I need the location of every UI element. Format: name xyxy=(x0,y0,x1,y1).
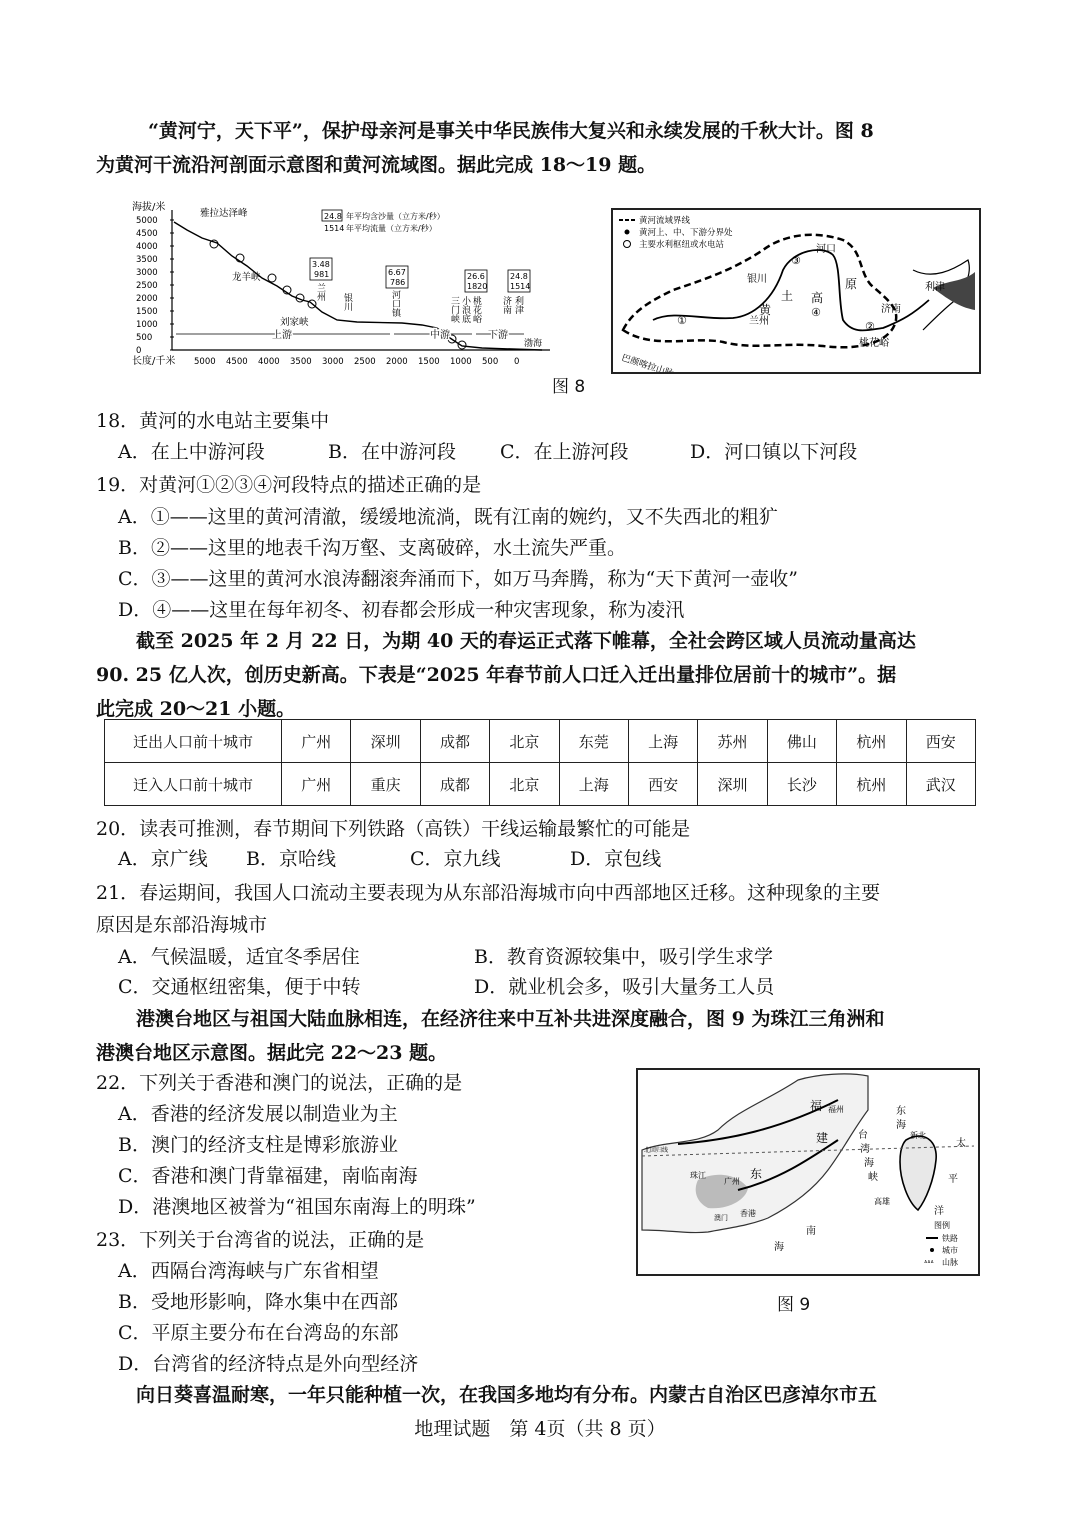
out-city: 上海 xyxy=(628,720,697,763)
in-city: 长沙 xyxy=(767,763,836,806)
in-city: 上海 xyxy=(559,763,628,806)
label-jian: 建 xyxy=(816,1131,829,1145)
label-dong: 东 xyxy=(750,1167,763,1181)
y-tick-label: 4000 xyxy=(136,242,158,252)
page-footer: 地理试题 第 4页（共 8 页） xyxy=(414,1418,666,1440)
q21-stem-line-1: 21．春运期间，我国人口流动主要表现为从东部沿海城市向中西部地区迁移。这种现象的主要 xyxy=(96,882,881,904)
label-lijin: 利津 xyxy=(513,296,523,314)
in-city: 广州 xyxy=(282,763,351,806)
map-label-yuan: 原 xyxy=(845,277,858,291)
label-guangzhou: 广州 xyxy=(724,1177,740,1186)
q19-option-a[interactable]: A．①——这里的黄河清澈，缓缓地流淌，既有江南的婉约，又不失西北的粗犷 xyxy=(118,506,778,528)
y-tick-label: 0 xyxy=(136,346,142,356)
station-star xyxy=(268,274,276,282)
y-tick-label: 1500 xyxy=(136,307,158,317)
prd-taiwan-map xyxy=(636,1068,980,1276)
prd-map-svg xyxy=(638,1070,978,1274)
y-tick-label: 2500 xyxy=(136,281,158,291)
migration-table xyxy=(104,719,976,806)
map-circle-1: ① xyxy=(677,314,687,327)
in-city: 杭州 xyxy=(837,763,906,806)
map-circle-3: ③ xyxy=(791,254,801,267)
lanzhou-sand: 3.48 xyxy=(312,260,330,269)
x-axis-label: 长度/千米 xyxy=(132,356,176,367)
x-tick-label: 0 xyxy=(514,357,520,367)
out-city: 西安 xyxy=(906,720,975,763)
q22-option-d[interactable]: D．港澳地区被誉为“祖国东南海上的明珠” xyxy=(118,1196,476,1218)
basin-map-svg xyxy=(613,210,979,372)
lanzhou-flow: 981 xyxy=(314,270,330,279)
taohuayu-sand: 26.6 xyxy=(467,272,485,281)
label-yinchuan: 银川 xyxy=(342,293,352,311)
station-star xyxy=(458,341,466,349)
y-tick-label: 2000 xyxy=(136,294,158,304)
legend-text-flow: 年平均流量（立方米/秒） xyxy=(346,224,437,233)
map-label-lanzhou: 兰州 xyxy=(749,316,769,327)
figure-8-caption: 图 8 xyxy=(552,377,586,397)
x-tick-label: 5000 xyxy=(194,357,216,367)
label-south-2: 海 xyxy=(774,1242,784,1253)
label-bohai: 渤海 xyxy=(524,339,543,349)
q21-option-c[interactable]: C．交通枢纽密集，便于中转 xyxy=(118,976,361,998)
intro-2-line-1: 截至 2025 年 2 月 22 日，为期 40 天的春运正式落下帷幕，全社会跨区域人员流动量高达 xyxy=(136,630,916,652)
in-row xyxy=(105,763,976,806)
legend-station: 主要水利枢纽或水电站 xyxy=(639,240,725,250)
label-pacific-3: 洋 xyxy=(934,1206,944,1217)
label-south-1: 南 xyxy=(806,1226,816,1237)
x-tick-label: 2000 xyxy=(386,357,408,367)
label-strait-1: 台 xyxy=(858,1130,868,1141)
legend-city: 城市 xyxy=(942,1246,958,1255)
q23-option-a[interactable]: A．西隔台湾海峡与广东省相望 xyxy=(118,1260,379,1282)
label-hekou: 河口镇 xyxy=(390,290,400,317)
map-label-jinan: 济南 xyxy=(881,304,901,315)
map-circle-4: ④ xyxy=(811,306,821,319)
yellow-river-basin-map xyxy=(611,208,981,374)
figure-9-caption: 图 9 xyxy=(777,1295,811,1315)
y-tick-label: 3000 xyxy=(136,268,158,278)
x-tick-label: 4000 xyxy=(258,357,280,367)
q23-option-b[interactable]: B．受地形影响，降水集中在西部 xyxy=(118,1291,398,1313)
map-label-huang: 黄 xyxy=(759,303,772,317)
label-liujia: 刘家峡 xyxy=(280,317,309,328)
intro-3-line-1: 港澳台地区与祖国大陆血脉相连，在经济往来中互补共进深度融合，图 9 为珠江三角洲和 xyxy=(136,1008,885,1030)
q22-option-b[interactable]: B．澳门的经济支柱是博彩旅游业 xyxy=(118,1134,398,1156)
legend-city-swatch xyxy=(930,1248,934,1252)
q23-option-c[interactable]: C．平原主要分布在台湾岛的东部 xyxy=(118,1322,399,1344)
q20-option-c[interactable]: C．京九线 xyxy=(410,848,501,870)
label-strait-4: 峡 xyxy=(868,1172,878,1183)
intro-1-line-1: “黄河宁，天下平”，保护母亲河是事关中华民族伟大复兴和永续发展的千秋大计。图 8 xyxy=(148,120,874,142)
label-donghai-1: 东 xyxy=(896,1106,906,1117)
q23-option-d[interactable]: D．台湾省的经济特点是外向型经济 xyxy=(118,1353,419,1375)
label-tropic: 北回归线 xyxy=(644,1147,669,1154)
x-tick-label: 2500 xyxy=(354,357,376,367)
out-city: 苏州 xyxy=(698,720,767,763)
out-row xyxy=(105,720,976,763)
yellow-river-profile-figure xyxy=(132,198,557,370)
q20-stem: 20．读表可推测，春节期间下列铁路（高铁）干线运输最繁忙的可能是 xyxy=(96,818,691,840)
q19-option-b[interactable]: B．②——这里的地表千沟万壑、支离破碎，水土流失严重。 xyxy=(118,537,626,559)
in-city: 北京 xyxy=(490,763,559,806)
legend-station-swatch xyxy=(624,241,631,248)
label-zhujiang: 珠江 xyxy=(690,1171,706,1180)
label-fuzhou: 福州 xyxy=(828,1105,844,1114)
out-city: 广州 xyxy=(282,720,351,763)
in-city: 重庆 xyxy=(351,763,420,806)
q21-stem-line-2: 原因是东部沿海城市 xyxy=(96,914,268,936)
in-city: 西安 xyxy=(628,763,697,806)
segment-lower: 下游 xyxy=(488,330,508,341)
hekou-flow: 786 xyxy=(390,278,406,287)
q21-option-d[interactable]: D．就业机会多，吸引大量务工人员 xyxy=(474,976,775,998)
label-pacific-2: 平 xyxy=(948,1174,958,1185)
map-label-gao: 高 xyxy=(811,291,824,305)
intro-3-line-2: 港澳台地区示意图。据此完 22～23 题。 xyxy=(96,1042,448,1064)
label-strait-3: 海 xyxy=(864,1158,874,1169)
intro-2-line-3: 此完成 20～21 小题。 xyxy=(96,698,296,720)
intro-passage-3 xyxy=(96,1002,996,1070)
x-tick-label: 1000 xyxy=(450,357,472,367)
in-city: 深圳 xyxy=(698,763,767,806)
map-label-taohuayu: 桃花峪 xyxy=(859,338,889,349)
lijin-sand: 24.8 xyxy=(510,272,528,281)
legend-divide: 黄河上、中、下游分界处 xyxy=(639,228,733,238)
intro-1-line-2: 为黄河干流沿河剖面示意图和黄河流域图。据此完成 18～19 题。 xyxy=(96,154,657,176)
intro-passage-1 xyxy=(96,114,996,182)
map-label-bayan: 巴颜喀拉山脉 xyxy=(620,353,675,372)
intro-passage-2 xyxy=(96,624,996,726)
map-label-yinchuan: 银川 xyxy=(747,274,767,285)
intro-2-line-2: 90. 25 亿人次，创历史新高。下表是“2025 年春节前人口迁入迁出量排位居前十的城市”。据 xyxy=(96,664,897,686)
label-sanmen: 三门峡 xyxy=(449,296,459,323)
q22-option-c[interactable]: C．香港和澳门背靠福建，南临南海 xyxy=(118,1165,418,1187)
out-city: 成都 xyxy=(420,720,489,763)
in-city: 武汉 xyxy=(906,763,975,806)
q22-option-a[interactable]: A．香港的经济发展以制造业为主 xyxy=(118,1103,398,1125)
legend-rail: 铁路 xyxy=(942,1234,958,1243)
out-city: 东莞 xyxy=(559,720,628,763)
station-star xyxy=(210,240,218,248)
label-lanzhou: 兰州 xyxy=(315,283,325,301)
q23-stem: 23．下列关于台湾省的说法，正确的是 xyxy=(96,1229,425,1251)
map-circle-2: ② xyxy=(865,320,875,333)
out-city: 北京 xyxy=(490,720,559,763)
label-xinbei: 新北 xyxy=(910,1131,926,1140)
label-pacific-1: 太 xyxy=(956,1138,966,1149)
x-tick-label: 1500 xyxy=(418,357,440,367)
out-header: 迁出人口前十城市 xyxy=(105,720,282,763)
label-taohuayu: 桃花峪 xyxy=(471,296,481,323)
in-city: 成都 xyxy=(420,763,489,806)
q18-option-d[interactable]: D．河口镇以下河段 xyxy=(690,441,858,463)
taohuayu-flow: 1820 xyxy=(467,282,488,291)
map-label-tu: 土 xyxy=(781,289,794,303)
label-jinan: 济南 xyxy=(501,296,511,314)
hekou-sand: 6.67 xyxy=(388,268,406,277)
profile-svg xyxy=(132,198,557,370)
q19-stem: 19．对黄河①②③④河段特点的描述正确的是 xyxy=(96,474,482,496)
label-donghai-2: 海 xyxy=(896,1120,906,1131)
label-longyang: 龙羊峡 xyxy=(232,272,261,283)
legend-boundary: 黄河流域界线 xyxy=(639,216,691,226)
y-tick-label: 500 xyxy=(136,333,153,343)
lijin-flow: 1514 xyxy=(510,282,531,291)
label-gaoxiong: 高雄 xyxy=(874,1197,890,1206)
x-tick-label: 3000 xyxy=(322,357,344,367)
q18-option-c[interactable]: C．在上游河段 xyxy=(500,441,629,463)
legend-mtn-swatch: ᐞᐞᐞ xyxy=(924,1260,934,1267)
label-strait-2: 湾 xyxy=(860,1144,870,1155)
q20-option-a[interactable]: A．京广线 xyxy=(118,848,208,870)
label-xiaolangdi: 小浪底 xyxy=(460,296,470,323)
q18-option-b[interactable]: B．在中游河段 xyxy=(328,441,456,463)
q19-option-c[interactable]: C．③——这里的黄河水浪涛翻滚奔涌而下，如万马奔腾，称为“天下黄河一壶收” xyxy=(118,568,798,590)
y-tick-label: 1000 xyxy=(136,320,158,330)
y-tick-label: 5000 xyxy=(136,216,158,226)
q22-stem: 22．下列关于香港和澳门的说法，正确的是 xyxy=(96,1072,463,1094)
hydro-stations xyxy=(210,240,466,349)
legend-value-sand: 24.8 xyxy=(324,212,342,221)
y-tick-label: 4500 xyxy=(136,229,158,239)
out-city: 杭州 xyxy=(837,720,906,763)
basin-boundary xyxy=(623,235,896,348)
intro-4-line-1: 向日葵喜温耐寒，一年只能种植一次，在我国多地均有分布。内蒙古自治区巴彦淖尔市五 xyxy=(136,1384,878,1406)
map-label-lijin: 利津 xyxy=(925,282,945,293)
q18-stem: 18．黄河的水电站主要集中 xyxy=(96,410,330,432)
legend-text-sand: 年平均含沙量（立方米/秒） xyxy=(346,212,445,221)
x-tick-label: 500 xyxy=(482,357,499,367)
q21-option-b[interactable]: B．教育资源较集中，吸引学生求学 xyxy=(474,946,773,968)
x-tick-label: 3500 xyxy=(290,357,312,367)
label-aomen: 澳门 xyxy=(714,1214,728,1222)
label-yaladaze: 雅拉达泽峰 xyxy=(200,208,248,219)
q21-option-a[interactable]: A．气候温暖，适宜冬季居住 xyxy=(118,946,360,968)
legend-title: 图例 xyxy=(934,1221,950,1230)
y-tick-label: 3500 xyxy=(136,255,158,265)
out-city: 深圳 xyxy=(351,720,420,763)
label-fu: 福 xyxy=(810,1099,823,1113)
out-city: 佛山 xyxy=(767,720,836,763)
label-xianggang: 香港 xyxy=(740,1209,756,1218)
legend-value-flow: 1514 xyxy=(324,224,345,233)
q18-option-a[interactable]: A．在上中游河段 xyxy=(118,441,265,463)
q19-option-d[interactable]: D．④——这里在每年初冬、初春都会形成一种灾害现象，称为凌汛 xyxy=(118,599,685,621)
legend-mtn: 山脉 xyxy=(942,1258,958,1267)
x-tick-label: 4500 xyxy=(226,357,248,367)
segment-middle: 中游 xyxy=(430,330,450,341)
in-header: 迁入人口前十城市 xyxy=(105,763,282,806)
segment-upper: 上游 xyxy=(272,330,292,341)
intro-passage-4 xyxy=(96,1378,996,1412)
q20-option-b[interactable]: B．京哈线 xyxy=(246,848,336,870)
legend-divide-swatch xyxy=(625,230,630,235)
y-axis-label: 海拔/米 xyxy=(132,202,166,213)
map-label-hekou: 河口 xyxy=(816,244,836,255)
q20-option-d[interactable]: D．京包线 xyxy=(570,848,662,870)
